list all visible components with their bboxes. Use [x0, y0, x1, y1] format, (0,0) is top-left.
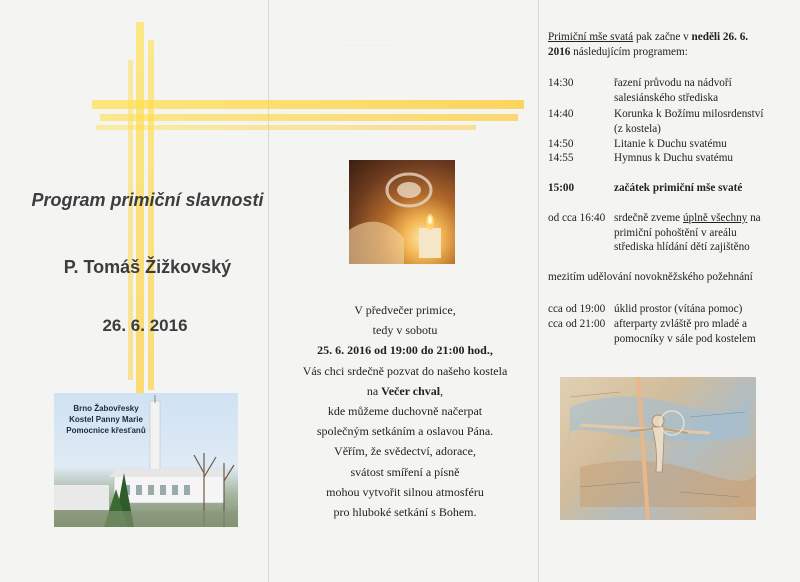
- mass-label: Primiční mše svatá: [548, 31, 634, 43]
- cleanup-text: úklid prostor (vítána pomoc): [614, 303, 743, 315]
- main-time: 15:00: [548, 182, 575, 194]
- invitation-line: Věřím, že svědectví, adorace,: [334, 444, 476, 459]
- intro-fragment: pak začne v: [633, 31, 692, 43]
- cross-beam-vertical-2: [148, 40, 154, 390]
- event-date: 26. 6. 2016: [102, 316, 188, 335]
- cross-beam-vertical-1: [136, 22, 144, 402]
- mass-year: 2016: [548, 45, 571, 58]
- invitation-line: Vás chci srdečně pozvat do našeho kostela: [302, 363, 508, 378]
- church-caption-line: Pomocnice křesťanů: [66, 426, 146, 435]
- mass-day: neděli 26. 6.: [691, 31, 749, 43]
- afterparty-fragment: srdečně zveme: [614, 212, 683, 224]
- church-caption-line: Brno Žabovřesky: [73, 404, 139, 413]
- schedule-item: (z kostela): [614, 122, 661, 135]
- schedule-item: Hymnus k Duchu svatému: [614, 152, 734, 164]
- invitation-line: kde můžeme duchovně načerpat: [327, 404, 483, 419]
- invitation-line: V předvečer primice,: [354, 303, 456, 317]
- afterparty-everyone: úplně všechny: [682, 212, 748, 224]
- crucifix-artwork: [560, 377, 756, 520]
- afterparty-line: primiční pohoštění v areálu: [614, 226, 737, 239]
- invitation-line-datetime: 25. 6. 2016 od 19:00 do 21:00 hod.,: [317, 343, 493, 358]
- bleed-through-text: . . . . . . . . . . . .: [340, 38, 392, 48]
- afterparty-fragment: na: [747, 212, 761, 224]
- cleanup-time: cca od 19:00: [548, 303, 606, 315]
- schedule-item: řazení průvodu na nádvoří: [614, 77, 732, 89]
- program-title: Program primiční slavnosti: [31, 190, 264, 210]
- schedule-time: 14:50: [548, 138, 574, 150]
- invitation-text: [285, 300, 525, 522]
- schedule-item: Korunka k Božímu milosrdenství: [614, 108, 764, 120]
- invitation-line: mohou vytvořit silnou atmosféru: [326, 484, 484, 499]
- candle-illustration: [349, 160, 455, 264]
- main-event: začátek primiční mše svaté: [614, 182, 743, 194]
- schedule-time: 14:40: [548, 108, 574, 120]
- schedule-item: salesiánského střediska: [614, 91, 719, 104]
- church-caption-line: Kostel Panny Marie: [69, 415, 143, 424]
- invitation-line: tedy v sobotu: [372, 323, 438, 338]
- church-illustration: [54, 393, 238, 527]
- priest-name: P. Tomáš Žižkovský: [63, 257, 232, 277]
- event-name: Večer chval: [381, 383, 441, 398]
- invitation-line: společným setkáním a oslavou Pána.: [316, 424, 494, 439]
- schedule-time: 14:30: [548, 77, 574, 89]
- cleanup-text: pomocníky v sále pod kostelem: [614, 332, 756, 345]
- cleanup-text: afterparty zvláště pro mladé a: [614, 318, 747, 330]
- afterparty-time: od cca 16:40: [548, 212, 606, 224]
- schedule-time: 14:55: [548, 152, 574, 164]
- invitation-fragment: na: [366, 383, 382, 398]
- crucifix-illustration: [560, 377, 756, 520]
- invitation-line: pro hluboké setkání s Bohem.: [333, 505, 477, 520]
- blessing-line: mezitím udělování novokněžského požehnání: [548, 271, 753, 283]
- church-photo: [54, 393, 238, 527]
- mass-intro: [548, 30, 788, 59]
- schedule-item: Litanie k Duchu svatému: [614, 138, 727, 150]
- invitation-fragment: ,: [440, 383, 444, 398]
- cleanup-time: cca od 21:00: [548, 318, 606, 330]
- intro-fragment: následujícím programem:: [570, 45, 688, 58]
- afterparty-line: střediska hlídání dětí zajištěno: [614, 241, 750, 253]
- invitation-line: svátost smíření a písně: [350, 464, 460, 479]
- invitation-line-event: [285, 381, 525, 401]
- candle-photo: [349, 160, 455, 264]
